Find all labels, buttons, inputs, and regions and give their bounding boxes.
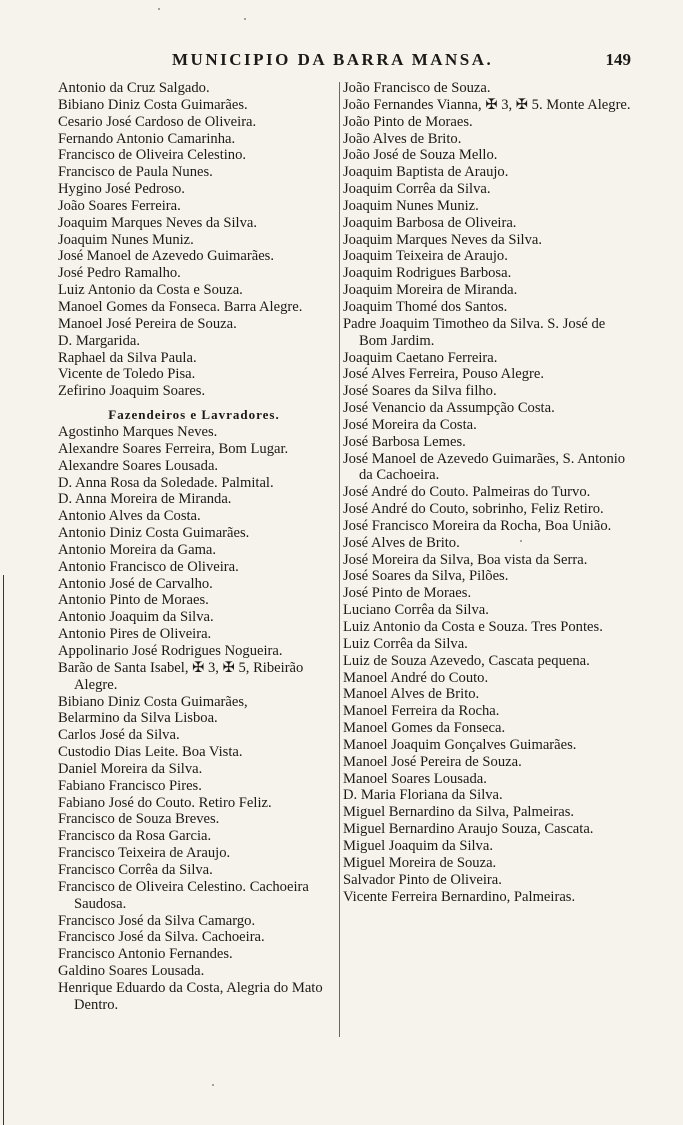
- list-item: Francisco José da Silva Camargo.: [58, 912, 256, 929]
- list-item: D. Maria Floriana da Silva.: [343, 787, 503, 804]
- list-item: Joaquim Marques Neves da Silva.: [58, 214, 258, 231]
- list-item: Francisco Corrêa da Silva.: [58, 861, 213, 878]
- list-item: D. Anna Rosa da Soledade. Palmital.: [58, 474, 274, 491]
- list-item: Fernando Antonio Camarinha.: [58, 130, 236, 147]
- list-item: Zefirino Joaquim Soares.: [58, 383, 206, 400]
- left-list-bottom: [58, 424, 336, 1014]
- list-item: Manoel José Pereira de Souza.: [58, 315, 237, 332]
- list-item: Joaquim Rodrigues Barbosa.: [343, 265, 512, 282]
- list-item: D. Margarida.: [58, 332, 140, 349]
- list-item: Antonio Pinto de Moraes.: [58, 592, 209, 609]
- list-item: Cesario José Cardoso de Oliveira.: [58, 113, 257, 130]
- list-item: Joaquim Baptista de Araujo.: [343, 164, 509, 181]
- list-item: Manoel Gomes da Fonseca.: [343, 720, 506, 737]
- list-item: Joaquim Nunes Muniz.: [343, 197, 479, 214]
- list-item: Salvador Pinto de Oliveira.: [343, 871, 502, 888]
- column-divider: [339, 82, 340, 1037]
- list-item: Luiz Corrêa da Silva.: [343, 635, 468, 652]
- list-item: Antonio José de Carvalho.: [58, 575, 213, 592]
- list-item: José Manoel de Azevedo Guimarães.: [58, 248, 274, 265]
- list-item: Antonio Moreira da Gama.: [58, 541, 217, 558]
- list-item: Alexandre Soares Ferreira, Bom Lugar.: [58, 440, 289, 457]
- list-item: João Fernandes Vianna, ✠ 3, ✠ 5. Monte Alegre.: [343, 96, 631, 113]
- list-item: Joaquim Corrêa da Silva.: [343, 181, 491, 198]
- list-item: Francisco da Rosa Garcia.: [58, 828, 212, 845]
- list-item: Joaquim Marques Neves da Silva.: [343, 231, 543, 248]
- list-item: Manoel Alves de Brito.: [343, 686, 480, 703]
- list-item: José Manoel de Azevedo Guimarães, S. Antonio da Cachoeira.: [343, 450, 626, 484]
- list-item: Vicente de Toledo Pisa.: [58, 366, 196, 383]
- list-item: José Venancio da Assumpção Costa.: [343, 400, 555, 417]
- list-item: Belarmino da Silva Lisboa.: [58, 710, 218, 727]
- list-item: Carlos José da Silva.: [58, 727, 180, 744]
- list-item: Miguel Bernardino Araujo Souza, Cascata.: [343, 821, 594, 838]
- list-item: Joaquim Teixeira de Araujo.: [343, 248, 508, 265]
- list-item: Miguel Moreira de Souza.: [343, 854, 497, 871]
- list-item: Agostinho Marques Neves.: [58, 424, 218, 441]
- list-item: José Pedro Ramalho.: [58, 265, 181, 282]
- list-item: Hygino José Pedroso.: [58, 181, 185, 198]
- page-title: MUNICIPIO DA BARRA MANSA.: [172, 50, 494, 69]
- list-item: Francisco de Souza Breves.: [58, 811, 220, 828]
- list-item: José Soares da Silva filho.: [343, 383, 497, 400]
- list-item: José Alves de Brito.: [343, 534, 460, 551]
- paper-speck: [158, 8, 160, 10]
- list-item: Manoel Joaquim Gonçalves Guimarães.: [343, 736, 577, 753]
- list-item: José Alves Ferreira, Pouso Alegre.: [343, 366, 545, 383]
- list-item: Joaquim Moreira de Miranda.: [343, 282, 518, 299]
- list-item: Manoel André do Couto.: [343, 669, 489, 686]
- list-item: Custodio Dias Leite. Boa Vista.: [58, 744, 243, 761]
- list-item: Miguel Joaquim da Silva.: [343, 837, 493, 854]
- paper-speck: [212, 1084, 214, 1086]
- list-item: Joaquim Caetano Ferreira.: [343, 349, 498, 366]
- list-item: José Pinto de Moraes.: [343, 585, 472, 602]
- list-item: Fabiano José do Couto. Retiro Feliz.: [58, 794, 272, 811]
- list-item: Francisco de Paula Nunes.: [58, 164, 213, 181]
- list-item: João José de Souza Mello.: [343, 147, 498, 164]
- list-item: Francisco de Oliveira Celestino.: [58, 147, 247, 164]
- list-item: Francisco Antonio Fernandes.: [58, 946, 233, 963]
- list-item: Antonio Joaquim da Silva.: [58, 609, 214, 626]
- list-item: Barão de Santa Isabel, ✠ 3, ✠ 5, Ribeirão Alegre.: [58, 659, 304, 693]
- list-item: Francisco Teixeira de Araujo.: [58, 845, 231, 862]
- page-header: [0, 50, 683, 74]
- list-item: Alexandre Soares Lousada.: [58, 457, 219, 474]
- list-item: João Francisco de Souza.: [343, 80, 491, 96]
- list-item: Appolinario José Rodrigues Nogueira.: [58, 643, 283, 659]
- list-item: Joaquim Barbosa de Oliveira.: [343, 214, 517, 231]
- list-item: Manoel Ferreira da Rocha.: [343, 703, 500, 720]
- list-item: Miguel Bernardino da Silva, Palmeiras.: [343, 804, 575, 821]
- list-item: Antonio Diniz Costa Guimarães.: [58, 525, 250, 542]
- page-number: 149: [605, 50, 631, 69]
- list-item: Francisco de Oliveira Celestino. Cachoeira Saudosa.: [58, 878, 309, 912]
- list-item: José Moreira da Silva, Boa vista da Serra.: [343, 551, 588, 568]
- list-item: Luiz Antonio da Costa e Souza. Tres Pontes.: [343, 619, 603, 635]
- list-item: Padre Joaquim Timotheo da Silva. S. José de Bom Jardim.: [343, 315, 606, 349]
- list-item: Francisco José da Silva. Cachoeira.: [58, 929, 265, 946]
- list-item: Antonio Alves da Costa.: [58, 508, 201, 525]
- list-item: João Pinto de Moraes.: [343, 113, 473, 130]
- paper-speck: [244, 18, 246, 20]
- list-item: João Alves de Brito.: [343, 130, 462, 147]
- paper-speck: [520, 540, 522, 542]
- list-item: Manoel Gomes da Fonseca. Barra Alegre.: [58, 298, 303, 315]
- list-item: Manoel Soares Lousada.: [343, 770, 487, 787]
- list-item: José Soares da Silva, Pilões.: [343, 568, 509, 585]
- list-item: Antonio Francisco de Oliveira.: [58, 558, 239, 575]
- list-item: Antonio Pires de Oliveira.: [58, 626, 212, 643]
- section-heading: Fazendeiros e Lavradores.: [108, 407, 280, 423]
- left-column: [58, 80, 336, 1014]
- list-item: Galdino Soares Lousada.: [58, 963, 205, 980]
- list-item: Luciano Corrêa da Silva.: [343, 602, 489, 619]
- list-item: Fabiano Francisco Pires.: [58, 777, 202, 794]
- left-list-top: [58, 80, 336, 400]
- list-item: Henrique Eduardo da Costa, Alegria do Mato Dentro.: [58, 979, 323, 1013]
- list-item: D. Anna Moreira de Miranda.: [58, 491, 232, 508]
- list-item: Joaquim Thomé dos Santos.: [343, 298, 508, 315]
- list-item: Luiz Antonio da Costa e Souza.: [58, 282, 243, 299]
- list-item: Daniel Moreira da Silva.: [58, 760, 203, 777]
- list-item: Antonio da Cruz Salgado.: [58, 80, 210, 96]
- list-item: Raphael da Silva Paula.: [58, 349, 197, 366]
- list-item: Manoel José Pereira de Souza.: [343, 753, 522, 770]
- list-item: José Francisco Moreira da Rocha, Boa União.: [343, 517, 612, 534]
- list-item: Luiz de Souza Azevedo, Cascata pequena.: [343, 652, 590, 669]
- right-column: [343, 80, 633, 905]
- list-item: João Soares Ferreira.: [58, 197, 181, 214]
- list-item: José Barbosa Lemes.: [343, 433, 466, 450]
- list-item: Bibiano Diniz Costa Guimarães,: [58, 693, 248, 710]
- page-edge-rule: [3, 575, 4, 1125]
- list-item: José Moreira da Costa.: [343, 416, 477, 433]
- list-item: Joaquim Nunes Muniz.: [58, 231, 194, 248]
- list-item: Vicente Ferreira Bernardino, Palmeiras.: [343, 888, 576, 905]
- list-item: José André do Couto. Palmeiras do Turvo.: [343, 484, 591, 501]
- list-item: Bibiano Diniz Costa Guimarães.: [58, 96, 248, 113]
- list-item: José André do Couto, sobrinho, Feliz Retiro.: [343, 501, 604, 518]
